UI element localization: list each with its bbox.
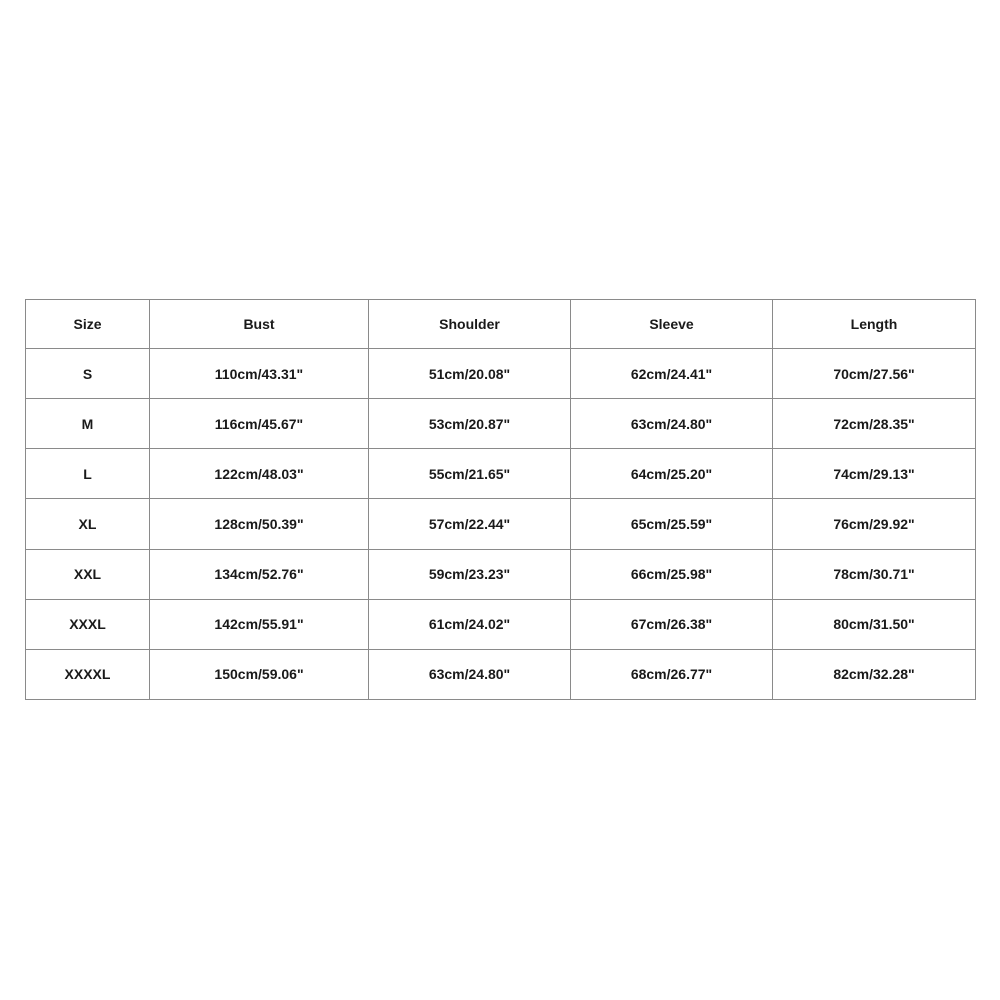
cell-length: 76cm/29.92" xyxy=(773,499,976,549)
table-row xyxy=(26,649,976,699)
cell-size: M xyxy=(26,399,150,449)
cell-length: 72cm/28.35" xyxy=(773,399,976,449)
cell-sleeve: 67cm/26.38" xyxy=(571,599,773,649)
cell-bust: 134cm/52.76" xyxy=(150,549,369,599)
cell-length: 78cm/30.71" xyxy=(773,549,976,599)
cell-length: 82cm/32.28" xyxy=(773,649,976,699)
cell-sleeve: 66cm/25.98" xyxy=(571,549,773,599)
cell-size: XXXXL xyxy=(26,649,150,699)
cell-sleeve: 64cm/25.20" xyxy=(571,449,773,499)
cell-shoulder: 61cm/24.02" xyxy=(369,599,571,649)
table-row xyxy=(26,599,976,649)
cell-shoulder: 53cm/20.87" xyxy=(369,399,571,449)
table-row xyxy=(26,449,976,499)
cell-size: S xyxy=(26,349,150,399)
cell-shoulder: 51cm/20.08" xyxy=(369,349,571,399)
cell-length: 70cm/27.56" xyxy=(773,349,976,399)
table-row xyxy=(26,549,976,599)
size-chart-table xyxy=(25,299,976,700)
cell-length: 80cm/31.50" xyxy=(773,599,976,649)
cell-sleeve: 68cm/26.77" xyxy=(571,649,773,699)
cell-size: XXXL xyxy=(26,599,150,649)
table-row xyxy=(26,399,976,449)
header-size: Size xyxy=(26,300,150,349)
cell-shoulder: 57cm/22.44" xyxy=(369,499,571,549)
header-length: Length xyxy=(773,300,976,349)
cell-shoulder: 59cm/23.23" xyxy=(369,549,571,599)
cell-shoulder: 63cm/24.80" xyxy=(369,649,571,699)
header-bust: Bust xyxy=(150,300,369,349)
table-row xyxy=(26,349,976,399)
header-sleeve: Sleeve xyxy=(571,300,773,349)
cell-bust: 150cm/59.06" xyxy=(150,649,369,699)
header-shoulder: Shoulder xyxy=(369,300,571,349)
cell-sleeve: 62cm/24.41" xyxy=(571,349,773,399)
cell-bust: 128cm/50.39" xyxy=(150,499,369,549)
cell-sleeve: 63cm/24.80" xyxy=(571,399,773,449)
cell-bust: 122cm/48.03" xyxy=(150,449,369,499)
cell-length: 74cm/29.13" xyxy=(773,449,976,499)
cell-size: XL xyxy=(26,499,150,549)
table-row xyxy=(26,499,976,549)
cell-bust: 142cm/55.91" xyxy=(150,599,369,649)
cell-shoulder: 55cm/21.65" xyxy=(369,449,571,499)
cell-size: XXL xyxy=(26,549,150,599)
cell-sleeve: 65cm/25.59" xyxy=(571,499,773,549)
table-header-row xyxy=(26,300,976,349)
cell-bust: 110cm/43.31" xyxy=(150,349,369,399)
cell-bust: 116cm/45.67" xyxy=(150,399,369,449)
cell-size: L xyxy=(26,449,150,499)
